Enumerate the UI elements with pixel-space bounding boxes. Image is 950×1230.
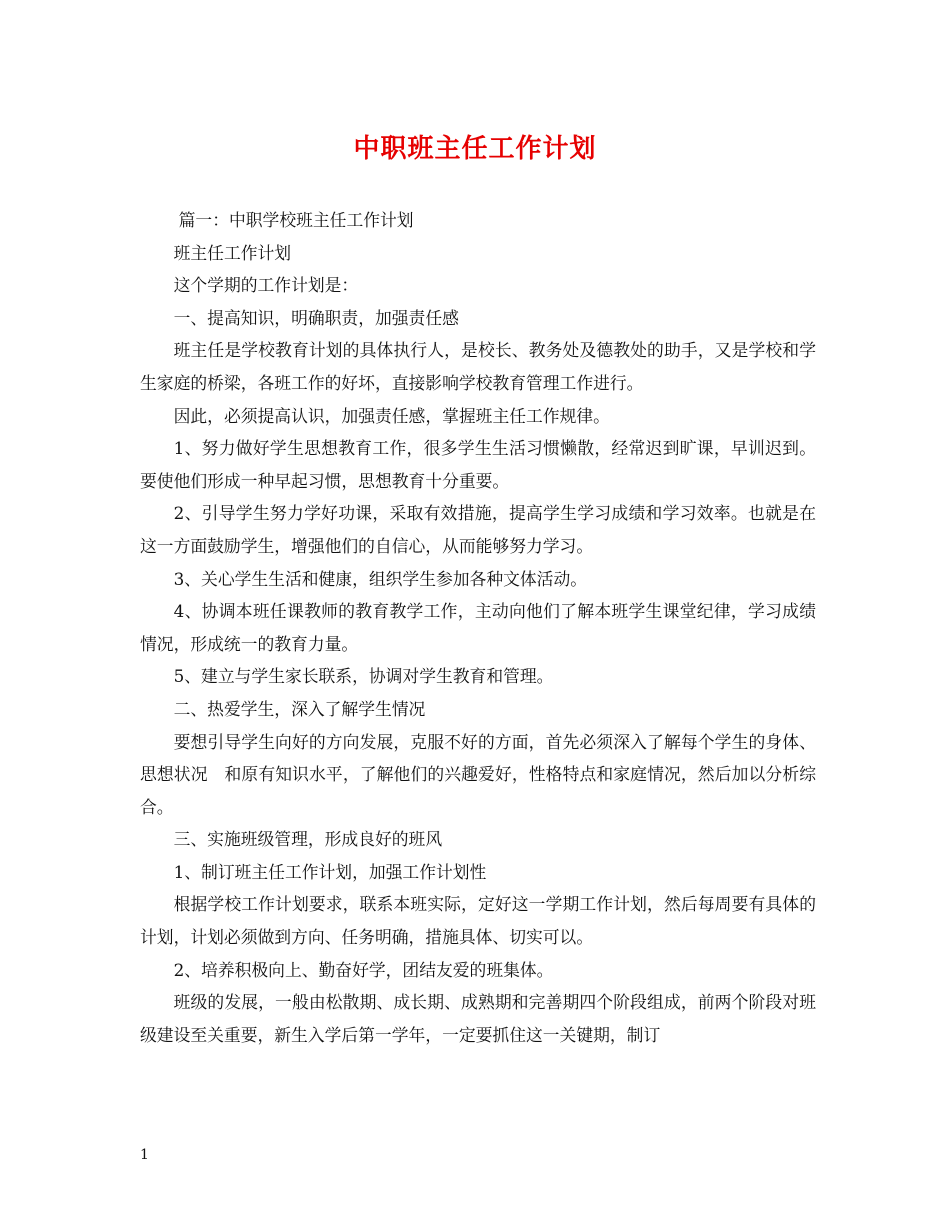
paragraph: 根据学校工作计划要求，联系本班实际，定好这一学期工作计划，然后每周要有具体的计划，计划必须做到方向、任务明确，措施具体、切实可以。 (140, 894, 816, 948)
paragraph: 要想引导学生向好的方向发展，克服不好的方面，首先必须深入了解每个学生的身体、思想状况 和原有知识水平，了解他们的兴趣爱好，性格特点和家庭情况，然后加以分析综合。 (140, 731, 816, 817)
paragraph: 1、制订班主任工作计划，加强工作计划性 (173, 861, 487, 882)
document-body (140, 204, 816, 1051)
paragraph: 班级的发展，一般由松散期、成长期、成熟期和完善期四个阶段组成，前两个阶段对班级建设至关重要，新生入学后第一学年，一定要抓住这一关键期，制订 (140, 992, 816, 1045)
paragraph: 5、建立与学生家长联系，协调对学生教育和管理。 (173, 666, 554, 687)
paragraph: 班主任是学校教育计划的具体执行人，是校长、教务处及德教处的助手，又是学校和学生家庭的桥梁，各班工作的好坏，直接影响学校教育管理工作进行。 (140, 340, 816, 393)
paragraph: 因此，必须提高认识，加强责任感，掌握班主任工作规律。 (173, 405, 610, 426)
paragraph: 三、实施班级管理，形成良好的班风 (173, 829, 443, 850)
paragraph: 一、提高知识，明确职责，加强责任感 (173, 307, 459, 328)
paragraph: 2、培养积极向上、勤奋好学，团结友爱的班集体。 (173, 959, 554, 980)
paragraph: 3、关心学生生活和健康，组织学生参加各种文体活动。 (173, 568, 588, 589)
paragraph: 2、引导学生努力学好功课，采取有效措施，提高学生学习成绩和学习效率。也就是在这一方面鼓励学生，增强他们的自信心，从而能够努力学习。 (140, 503, 816, 556)
paragraph: 篇一：中职学校班主任工作计划 (178, 210, 414, 230)
paragraph: 1、努力做好学生思想教育工作，很多学生生活习惯懒散，经常迟到旷课，早训迟到。要使他们形成一种早起习惯，思想教育十分重要。 (140, 438, 816, 491)
paragraph: 班主任工作计划 (173, 242, 292, 263)
paragraph: 二、热爱学生，深入了解学生情况 (173, 698, 426, 719)
page-number: 1 (140, 1147, 149, 1163)
paragraph: 这个学期的工作计划是： (173, 275, 359, 296)
document-title: 中职班主任工作计划 (353, 134, 597, 164)
paragraph: 4、协调本班任课教师的教育教学工作，主动向他们了解本班学生课堂纪律，学习成绩情况，形成统一的教育力量。 (140, 601, 816, 654)
